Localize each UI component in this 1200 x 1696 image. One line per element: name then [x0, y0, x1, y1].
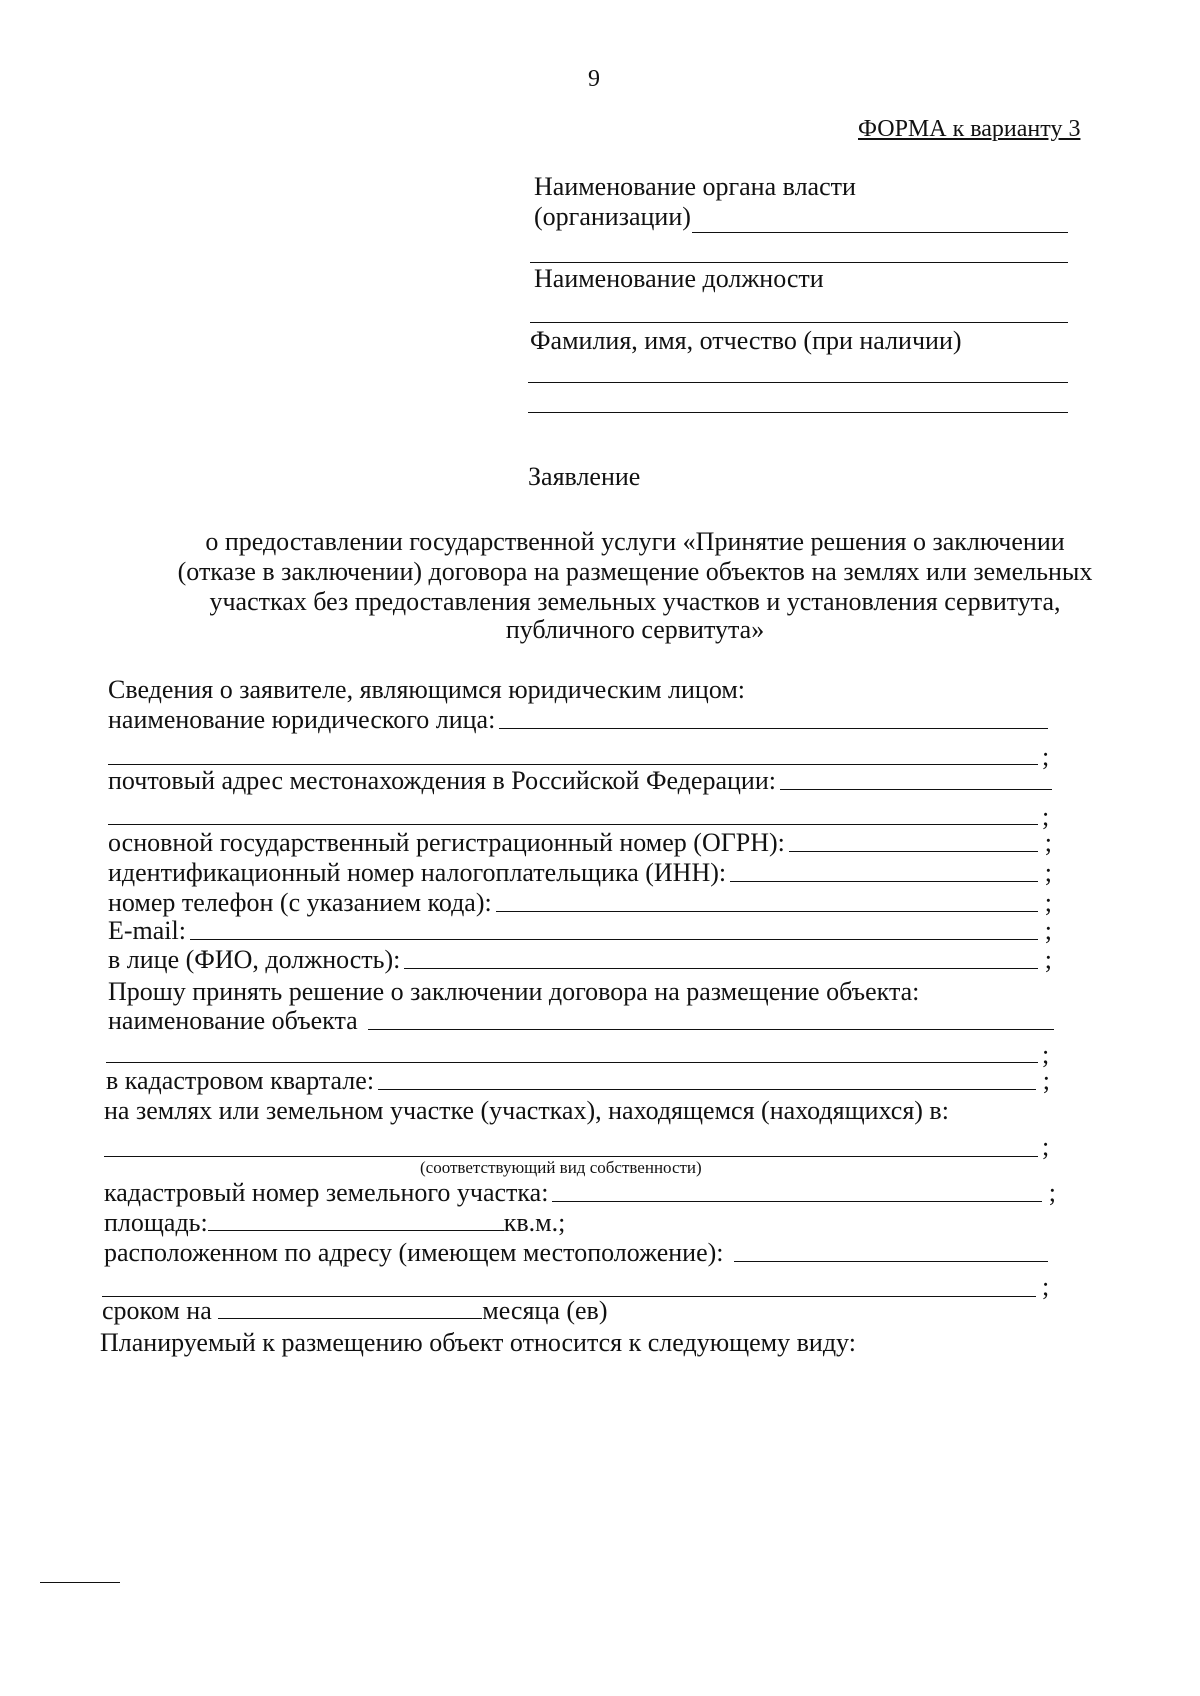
address-label: расположенном по адресу (имеющем местоположение): [104, 1238, 724, 1267]
subtitle-line-4: публичного сервитута» [505, 615, 765, 644]
area-label: площадь: [104, 1208, 208, 1237]
object-name-field[interactable] [368, 1028, 1054, 1030]
object-name-field-2[interactable] [106, 1062, 1038, 1063]
authority-label-2: (организации) [534, 202, 691, 231]
lands-located-label: на землях или земельном участке (участках), находящемся (находящихся) в: [104, 1096, 949, 1125]
request-text: Прошу принять решение о заключении договора на размещение объекта: [108, 977, 920, 1006]
ogrn-label: основной государственный регистрационный номер (ОГРН): [108, 828, 785, 857]
cadastral-quarter-row [106, 1066, 1050, 1096]
semicolon: ; [1042, 1066, 1050, 1095]
term-unit: месяца (ев) [482, 1296, 608, 1325]
subtitle-line-2: (отказе в заключении) договора на размещение объектов на землях или земельных [177, 557, 1093, 586]
semicolon: ; [1042, 1132, 1050, 1161]
cadastral-quarter-field[interactable] [378, 1088, 1036, 1090]
postal-address-field-2[interactable] [108, 824, 1038, 825]
represented-by-field[interactable] [404, 967, 1038, 969]
semicolon: ; [1044, 858, 1052, 887]
semicolon: ; [1044, 945, 1052, 974]
object-name-row [108, 1006, 1054, 1036]
semicolon: ; [1042, 1040, 1050, 1069]
fio-field-2[interactable] [528, 412, 1068, 413]
legal-name-label: наименование юридического лица: [108, 705, 496, 734]
address-field[interactable] [734, 1260, 1048, 1262]
postal-address-row [108, 766, 1052, 796]
footnote-separator [40, 1582, 120, 1583]
authority-field[interactable] [692, 232, 1068, 233]
fio-field[interactable] [528, 382, 1068, 383]
ogrn-row [108, 828, 1052, 858]
area-unit: кв.м.; [503, 1208, 566, 1237]
area-field[interactable] [208, 1229, 504, 1231]
term-label: сроком на [102, 1296, 212, 1325]
ownership-field[interactable] [104, 1156, 1038, 1157]
postal-address-field[interactable] [780, 788, 1052, 790]
legal-name-field[interactable] [499, 727, 1048, 729]
position-label: Наименование должности [534, 264, 824, 293]
semicolon: ; [1044, 828, 1052, 857]
position-field[interactable] [530, 322, 1068, 323]
semicolon: ; [1042, 742, 1050, 771]
applicant-header: Сведения о заявителе, являющимся юридическим лицом: [108, 675, 745, 704]
area-row [104, 1208, 565, 1238]
ownership-hint: (соответствующий вид собственности) [420, 1158, 702, 1177]
term-field[interactable] [218, 1317, 482, 1319]
legal-name-field-2[interactable] [108, 764, 1038, 765]
authority-label: Наименование органа власти [534, 172, 856, 201]
phone-label: номер телефон (с указанием кода): [108, 888, 492, 917]
object-name-label: наименование объекта [108, 1006, 358, 1035]
cadastral-number-row [104, 1178, 1056, 1208]
address-row [104, 1238, 1048, 1268]
subtitle-line-3: участках без предоставления земельных участков и установления сервитута, [209, 587, 1061, 616]
cadastral-quarter-label: в кадастровом квартале: [106, 1066, 375, 1095]
document-title: Заявление [528, 462, 641, 491]
semicolon: ; [1044, 916, 1052, 945]
email-row [108, 916, 1052, 946]
form-reference: ФОРМА к варианту 3 [858, 116, 1081, 142]
planned-type-label: Планируемый к размещению объект относится к следующему виду: [100, 1328, 856, 1357]
legal-name-row [108, 705, 1048, 735]
ogrn-field[interactable] [789, 850, 1038, 852]
cadastral-number-label: кадастровый номер земельного участка: [104, 1178, 549, 1207]
semicolon: ; [1042, 1272, 1050, 1301]
authority-field-2[interactable] [530, 262, 1068, 263]
email-label: E-mail: [108, 916, 186, 945]
semicolon: ; [1044, 888, 1052, 917]
inn-row [108, 858, 1052, 888]
inn-label: идентификационный номер налогоплательщика (ИНН): [108, 858, 727, 887]
cadastral-number-field[interactable] [552, 1200, 1042, 1202]
inn-field[interactable] [730, 880, 1038, 882]
phone-field[interactable] [496, 910, 1038, 912]
semicolon: ; [1042, 802, 1050, 831]
represented-by-label: в лице (ФИО, должность): [108, 945, 401, 974]
semicolon: ; [1048, 1178, 1056, 1207]
term-row [102, 1296, 608, 1326]
phone-row [108, 888, 1052, 918]
email-field[interactable] [190, 938, 1038, 940]
fio-label: Фамилия, имя, отчество (при наличии) [530, 326, 962, 355]
page-number: 9 [588, 66, 600, 92]
subtitle-line-1: о предоставлении государственной услуги «Принятие решения о заключении [205, 527, 1065, 556]
represented-by-row [108, 945, 1052, 975]
postal-address-label: почтовый адрес местонахождения в Российской Федерации: [108, 766, 776, 795]
